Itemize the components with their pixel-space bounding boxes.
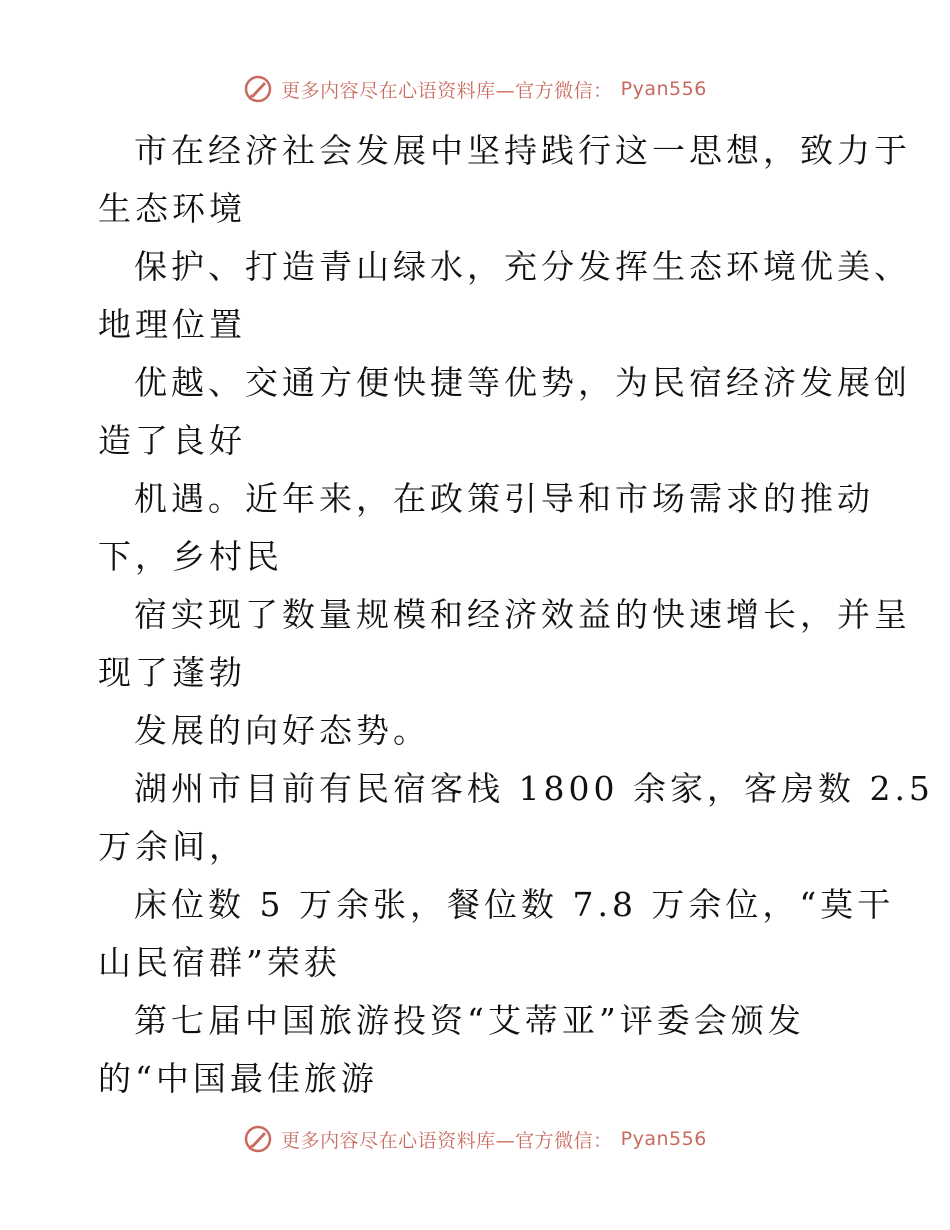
paragraph-line: 市在经济社会发展中坚持践行这一思想，致力于 xyxy=(134,131,911,170)
document-body xyxy=(98,122,934,1108)
quill-logo-icon xyxy=(243,74,273,104)
paragraph-line: 床位数 5 万余张，餐位数 7.8 万余位，“莫干 xyxy=(134,885,895,924)
paragraph-line: 发展的向好态势。 xyxy=(134,711,430,750)
paragraph-line: 第七届中国旅游投资“艾蒂亚”评委会颁发 xyxy=(134,1001,805,1040)
paragraph-line: 山民宿群”荣获 xyxy=(98,943,341,982)
paragraph-line: 湖州市目前有民宿客栈 1800 余家，客房数 2.5 xyxy=(134,769,934,808)
paragraph-line: 造了良好 xyxy=(98,421,246,460)
paragraph-line: 机遇。近年来，在政策引导和市场需求的推动 xyxy=(134,479,874,518)
header-watermark xyxy=(0,74,950,104)
watermark-text: 更多内容尽在心语资料库—官方微信： xyxy=(281,1129,613,1152)
paragraph-line: 的“中国最佳旅游 xyxy=(98,1059,378,1098)
watermark-handle: Pyan556 xyxy=(620,1128,707,1150)
paragraph-line: 万余间， xyxy=(98,827,246,866)
paragraph-line: 优越、交通方便快捷等优势，为民宿经济发展创 xyxy=(134,363,911,402)
paragraph-line: 生态环境 xyxy=(98,189,246,228)
paragraph-line: 地理位置 xyxy=(98,305,246,344)
paragraph-line: 现了蓬勃 xyxy=(98,653,246,692)
paragraph-line: 下，乡村民 xyxy=(98,537,283,576)
watermark-handle: Pyan556 xyxy=(620,78,707,100)
paragraph-line: 保护、打造青山绿水，充分发挥生态环境优美、 xyxy=(134,247,911,286)
watermark-text: 更多内容尽在心语资料库—官方微信： xyxy=(281,79,613,102)
quill-logo-icon xyxy=(243,1124,273,1154)
footer-watermark xyxy=(0,1124,950,1154)
paragraph-line: 宿实现了数量规模和经济效益的快速增长，并呈 xyxy=(134,595,911,634)
